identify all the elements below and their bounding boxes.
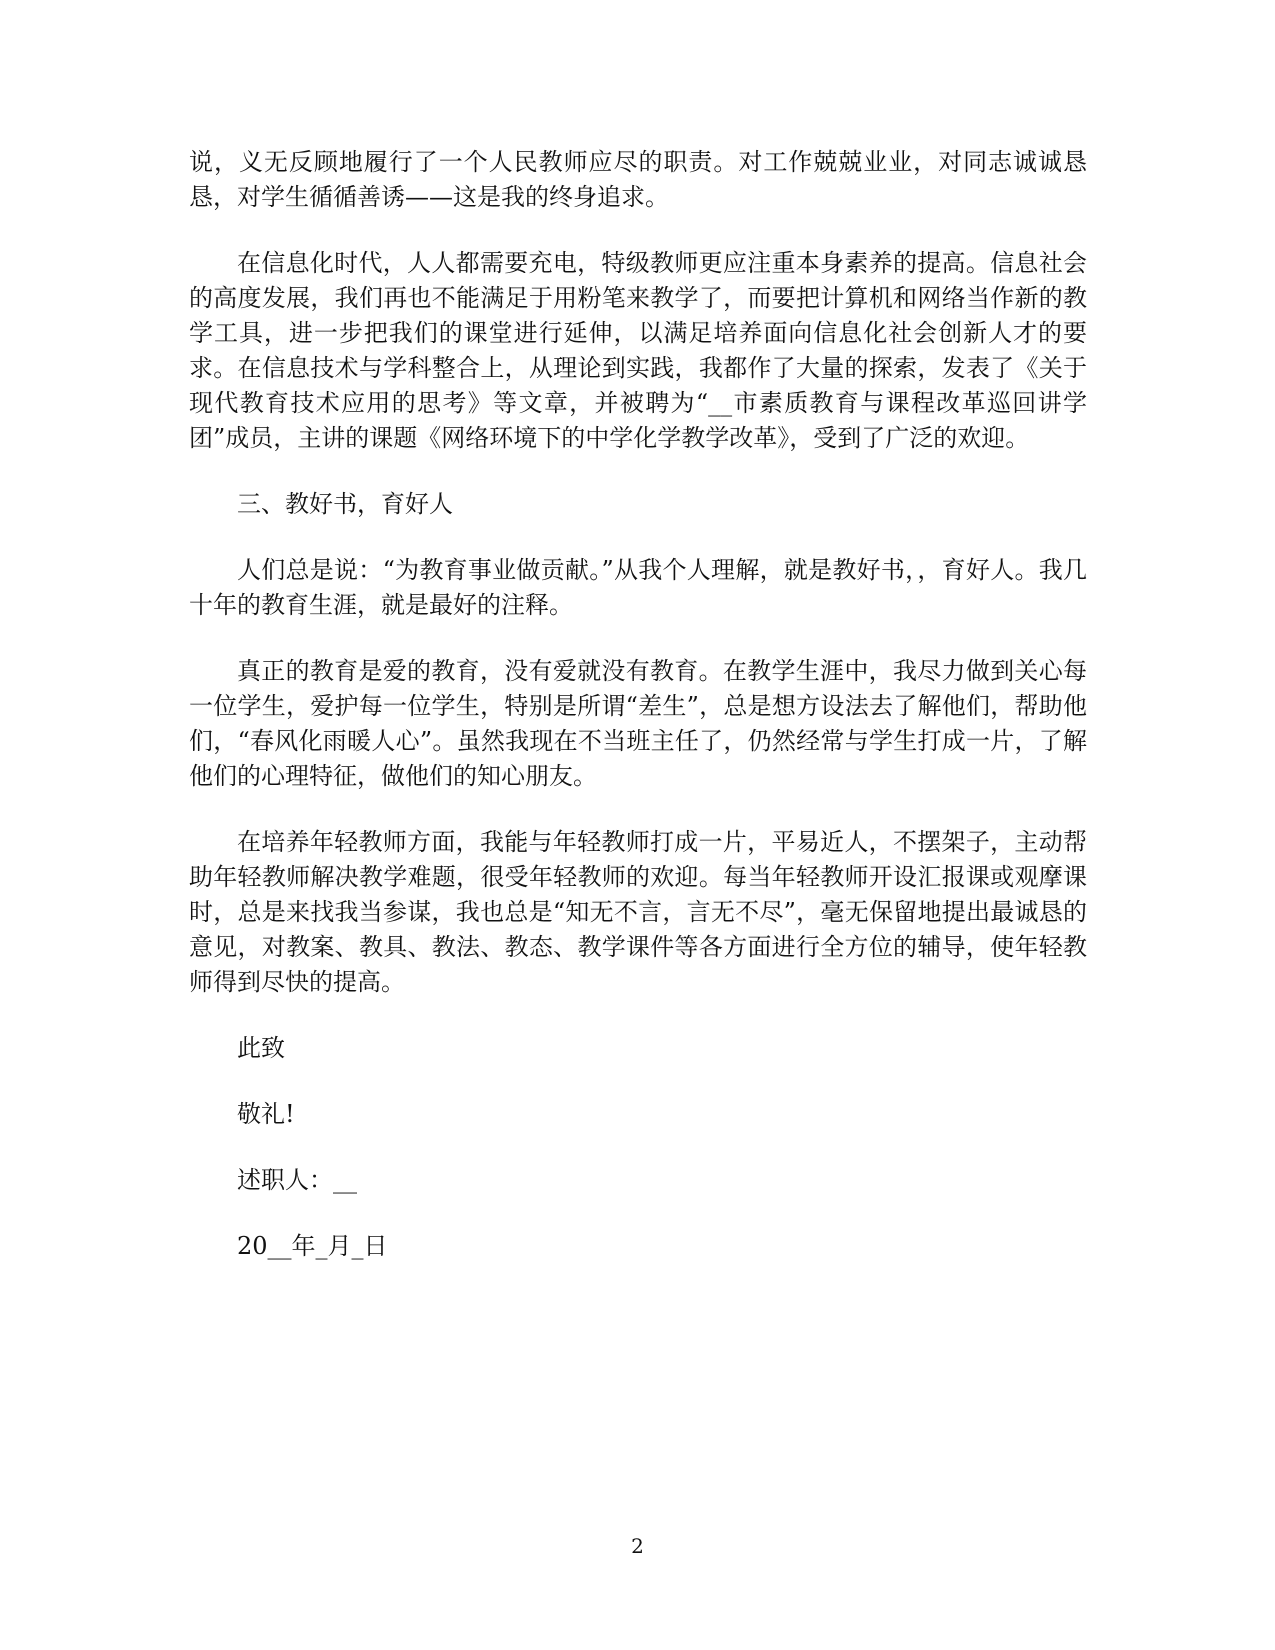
- closing-salutation: 此致: [237, 1034, 285, 1062]
- document-body: [189, 145, 1087, 1295]
- date-line: 20__年_月_日: [237, 1232, 388, 1260]
- paragraph-information-age: 在信息化时代，人人都需要充电，特级教师更应注重本身素养的提高。信息社会的高度发展，我们再也不能满足于用粉笔来教学了，而要把计算机和网络当作新的教学工具，进一步把我们的课堂进行延伸，以满足培养面向信息化社会创新人才的要求。在信息技术与学科整合上，从理论到实践，我都作了大量的探索，发表了《关于现代教育技术应用的思考》等文章，并被聘为“__市素质教育与课程改革巡回讲学团”成员，主讲的课题《网络环境下的中学化学教学改革》，受到了广泛的欢迎。: [189, 249, 1087, 452]
- paragraph-young-teachers: 在培养年轻教师方面，我能与年轻教师打成一片，平易近人，不摆架子，主动帮助年轻教师解决教学难题，很受年轻教师的欢迎。每当年轻教师开设汇报课或观摩课时，总是来找我当参谋，我也总是“知无不言，言无不尽”，毫无保留地提出最诚恳的意见，对教案、教具、教法、教态、教学课件等各方面进行全方位的辅导，使年轻教师得到尽快的提高。: [189, 828, 1087, 996]
- section-heading-teach-well: 三、教好书，育好人: [237, 490, 453, 518]
- paragraph-contribution: 人们总是说：“为教育事业做贡献。”从我个人理解，就是教好书，，育好人。我几十年的教育生涯，就是最好的注释。: [189, 556, 1087, 619]
- paragraph-education-love: 真正的教育是爱的教育，没有爱就没有教育。在教学生涯中，我尽力做到关心每一位学生，爱护每一位学生，特别是所谓“差生”，总是想方设法去了解他们，帮助他们，“春风化雨暖人心”。虽然我现在不当班主任了，仍然经常与学生打成一片，了解他们的心理特征，做他们的知心朋友。: [189, 657, 1087, 790]
- closing-regards: 敬礼!: [237, 1100, 295, 1128]
- page-number: 2: [631, 1534, 644, 1558]
- reporter-signature-line: 述职人：__: [237, 1166, 357, 1194]
- paragraph-duty-continuation: 说，义无反顾地履行了一个人民教师应尽的职责。对工作兢兢业业，对同志诚诚恳恳，对学生循循善诱——这是我的终身追求。: [189, 148, 1087, 211]
